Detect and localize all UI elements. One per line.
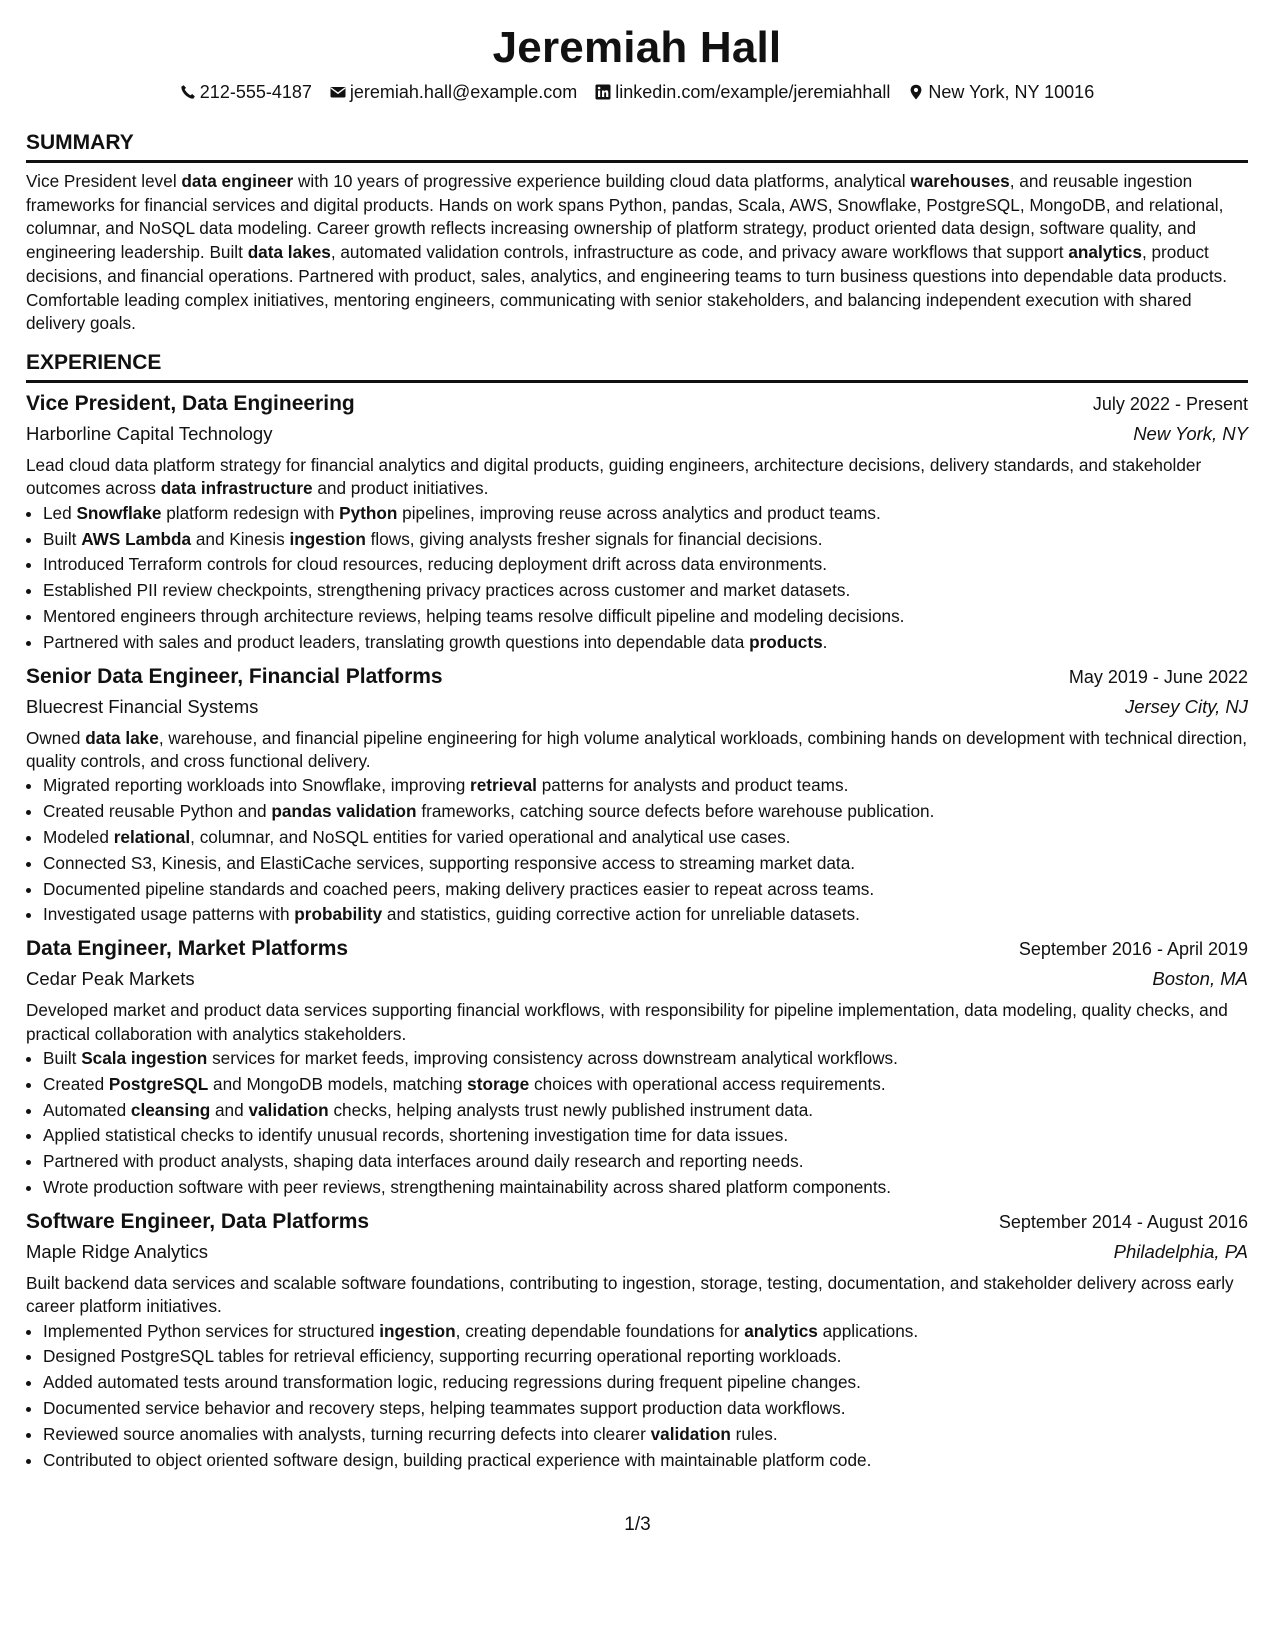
- job-title: Vice President, Data Engineering: [26, 391, 355, 415]
- bold-keyword: cleansing: [130, 1099, 211, 1120]
- job-title: Software Engineer, Data Platforms: [26, 1209, 370, 1233]
- job-company-row: [26, 419, 1248, 449]
- text-run: , warehouse, and financial pipeline engineering for high volume analytical workloads, combining hands on development with technical direction, quality controls, and cross functional delivery.: [26, 727, 1248, 771]
- text-run: frameworks, catching source defects before warehouse publication.: [416, 801, 935, 822]
- bold-keyword: validation: [248, 1099, 329, 1120]
- text-run: with 10 years of progressive experience building cloud data platforms, analytical: [293, 171, 911, 191]
- bold-keyword: data engineer: [181, 171, 294, 191]
- job-header-row: [26, 662, 1248, 692]
- text-run: checks, helping analysts trust newly published instrument data.: [328, 1099, 814, 1120]
- text-run: Designed PostgreSQL tables for retrieval efficiency, supporting recurring operational reporting workloads.: [43, 1346, 842, 1367]
- text-run: Partnered with product analysts, shaping data interfaces around daily research and reporting needs.: [43, 1151, 804, 1172]
- text-run: , automated validation controls, infrastructure as code, and privacy aware workflows that support: [330, 242, 1069, 263]
- text-run: Established PII review checkpoints, strengthening privacy practices across customer and market datasets.: [43, 580, 851, 601]
- job-entry: [26, 934, 1248, 1201]
- bold-keyword: Python: [339, 502, 398, 523]
- list-item: [43, 527, 1248, 553]
- text-run: Investigated usage patterns with: [43, 904, 295, 925]
- contact-phone: [180, 80, 312, 104]
- text-run: Applied statistical checks to identify unusual records, shortening investigation time for data issues.: [43, 1125, 789, 1146]
- job-company-row: [26, 1237, 1248, 1267]
- job-entry: [26, 389, 1248, 656]
- summary-paragraph: [26, 170, 1248, 336]
- text-run: Built backend data services and scalable software foundations, contributing to ingestion, storage, testing, documentation, and stakeholder delivery across early career platform initiatives.: [26, 1272, 1234, 1317]
- experience-list: [26, 389, 1248, 1473]
- text-run: Vice President level: [26, 171, 182, 191]
- text-run: patterns for analysts and product teams.: [536, 775, 849, 796]
- bold-keyword: products: [749, 631, 823, 652]
- text-run: and MongoDB models, matching: [208, 1073, 468, 1094]
- text-run: Built: [43, 528, 82, 549]
- text-run: Automated: [43, 1099, 131, 1120]
- bold-keyword: data infrastructure: [160, 478, 313, 499]
- list-item: [43, 630, 1248, 656]
- text-run: Migrated reporting workloads into Snowflake, improving: [43, 775, 471, 796]
- list-item: [43, 1123, 1248, 1149]
- text-run: , creating dependable foundations for: [455, 1320, 745, 1341]
- job-header-row: [26, 934, 1248, 964]
- bold-keyword: pandas validation: [271, 801, 417, 822]
- list-item: [43, 851, 1248, 877]
- text-run: and product initiatives.: [312, 478, 489, 499]
- text-run: and Kinesis: [191, 528, 290, 549]
- job-company: Harborline Capital Technology: [26, 422, 273, 444]
- list-item: [43, 799, 1248, 825]
- job-dates: July 2022 - Present: [1092, 393, 1248, 414]
- text-run: Partnered with sales and product leaders, translating growth questions into dependable data: [43, 631, 750, 652]
- bold-keyword: ingestion: [379, 1320, 456, 1341]
- text-run: Mentored engineers through architecture reviews, helping teams resolve difficult pipeline and modeling decisions.: [43, 605, 905, 626]
- bold-keyword: retrieval: [470, 775, 537, 796]
- text-run: Connected S3, Kinesis, and ElastiCache services, supporting responsive access to streaming market data.: [43, 852, 856, 873]
- text-run: , and reusable ingestion frameworks for financial services and digital products. Hands on work spans Python, pandas, Scala, AWS, Snowflake, PostgreSQL, MongoDB, and relational, columnar, and NoSQL data modeling. Career growth reflects increasing ownership of platform strategy, product oriented data design, software quality, and engineering leadership. Built: [26, 171, 1224, 263]
- list-item: [43, 578, 1248, 604]
- text-run: , columnar, and NoSQL entities for varied operational and analytical use cases.: [190, 826, 791, 847]
- envelope-icon: [330, 84, 346, 100]
- text-run: Created reusable Python and: [43, 801, 272, 822]
- linkedin-url[interactable]: linkedin.com/example/jeremiahhall: [615, 82, 891, 102]
- job-entry: [26, 662, 1248, 929]
- list-item: [43, 877, 1248, 903]
- text-run: and statistics, guiding corrective action for unreliable datasets.: [382, 904, 860, 925]
- job-description: [26, 454, 1248, 501]
- bold-keyword: analytics: [744, 1320, 818, 1341]
- text-run: services for market feeds, improving consistency across downstream analytical workflows.: [207, 1047, 898, 1068]
- bold-keyword: analytics: [1068, 242, 1142, 263]
- bold-keyword: AWS Lambda: [81, 528, 192, 549]
- list-item: [43, 1396, 1248, 1422]
- experience-heading: EXPERIENCE: [26, 350, 162, 374]
- bold-keyword: data lakes: [247, 242, 331, 263]
- text-run: Documented service behavior and recovery steps, helping teammates support production data workflows.: [43, 1397, 846, 1418]
- text-run: flows, giving analysts fresher signals for financial decisions.: [365, 528, 823, 549]
- list-item: [43, 1072, 1248, 1098]
- bold-keyword: warehouses: [910, 171, 1010, 191]
- text-run: applications.: [817, 1320, 919, 1341]
- list-item: [43, 1422, 1248, 1448]
- list-item: [43, 552, 1248, 578]
- job-header-row: [26, 389, 1248, 419]
- text-run: Introduced Terraform controls for cloud resources, reducing deployment drift across data environments.: [43, 554, 828, 575]
- job-dates: May 2019 - June 2022: [1068, 666, 1248, 687]
- text-run: choices with operational access requirements.: [529, 1073, 886, 1094]
- text-run: Reviewed source anomalies with analysts, turning recurring defects into clearer: [43, 1423, 651, 1444]
- text-run: Owned: [26, 727, 86, 748]
- text-run: pipelines, improving reuse across analytics and product teams.: [397, 502, 881, 523]
- job-dates: September 2014 - August 2016: [998, 1211, 1248, 1232]
- map-pin-icon: [908, 84, 924, 100]
- text-run: and: [210, 1099, 249, 1120]
- text-run: platform redesign with: [161, 502, 340, 523]
- job-company: Maple Ridge Analytics: [26, 1240, 209, 1262]
- job-location: New York, NY: [1133, 422, 1248, 444]
- summary-heading: SUMMARY: [26, 131, 134, 154]
- list-item: [43, 1319, 1248, 1345]
- bold-keyword: data lake: [85, 727, 159, 748]
- job-company-row: [26, 964, 1248, 994]
- list-item: [43, 1370, 1248, 1396]
- text-run: Lead cloud data platform strategy for financial analytics and digital products, guiding engineers, architecture decisions, delivery standards, and stakeholder outcomes across: [26, 454, 1202, 499]
- list-item: [43, 1098, 1248, 1124]
- job-bullets: [26, 1046, 1248, 1201]
- phone-number: 212-555-4187: [199, 82, 312, 102]
- text-run: Documented pipeline standards and coached peers, making delivery practices easier to repeat across teams.: [43, 878, 875, 899]
- list-item: [43, 1344, 1248, 1370]
- job-title: Senior Data Engineer, Financial Platforms: [26, 664, 443, 688]
- job-company: Bluecrest Financial Systems: [26, 695, 259, 717]
- text-run: .: [822, 631, 828, 652]
- job-description: [26, 999, 1248, 1046]
- bold-keyword: validation: [650, 1423, 731, 1444]
- section-divider: [26, 160, 1248, 163]
- list-item: [43, 825, 1248, 851]
- job-header-row: [26, 1207, 1248, 1237]
- job-dates: September 2016 - April 2019: [1018, 939, 1248, 960]
- list-item: [43, 604, 1248, 630]
- text-run: Wrote production software with peer reviews, strengthening maintainability across shared platform components.: [43, 1176, 892, 1197]
- text-run: Built: [43, 1047, 82, 1068]
- location-text: New York, NY 10016: [928, 82, 1095, 102]
- bold-keyword: probability: [294, 904, 383, 925]
- page-number: 1/3: [624, 1514, 651, 1535]
- list-item: [43, 501, 1248, 527]
- contact-location: [908, 80, 1094, 104]
- job-description: [26, 727, 1248, 774]
- text-run: rules.: [730, 1423, 778, 1444]
- job-entry: [26, 1207, 1248, 1474]
- job-company-row: [26, 692, 1248, 722]
- job-bullets: [26, 773, 1248, 928]
- job-description: [26, 1272, 1248, 1319]
- text-run: Modeled: [43, 826, 114, 847]
- candidate-name: Jeremiah Hall: [492, 23, 782, 72]
- email-address[interactable]: jeremiah.hall@example.com: [349, 82, 578, 102]
- resume-page: [26, 0, 1248, 1473]
- text-run: Led: [43, 502, 77, 523]
- phone-icon: [180, 84, 196, 100]
- job-location: Jersey City, NJ: [1124, 695, 1248, 717]
- text-run: , product decisions, and financial operations. Partnered with product, sales, analytics, and engineering teams to turn business questions into dependable data products. Comfortable leading complex initiatives, mentoring engineers, communicating with senior stakeholders, and balancing independent execution with shared delivery goals.: [26, 242, 1228, 334]
- job-title: Data Engineer, Market Platforms: [26, 937, 349, 961]
- job-company: Cedar Peak Markets: [26, 968, 195, 990]
- bold-keyword: Snowflake: [76, 502, 162, 523]
- bold-keyword: relational: [113, 826, 191, 847]
- text-run: Added automated tests around transformation logic, reducing regressions during frequent pipeline changes.: [43, 1372, 861, 1393]
- list-item: [43, 1046, 1248, 1072]
- job-bullets: [26, 501, 1248, 656]
- contact-bar: [26, 80, 1248, 104]
- job-location: Boston, MA: [1152, 968, 1248, 990]
- list-item: [43, 773, 1248, 799]
- text-run: Implemented Python services for structured: [43, 1320, 380, 1341]
- text-run: Contributed to object oriented software design, building practical experience with maintainable platform code.: [43, 1449, 872, 1470]
- bold-keyword: PostgreSQL: [108, 1073, 209, 1094]
- list-item: [43, 1149, 1248, 1175]
- list-item: [43, 902, 1248, 928]
- contact-email[interactable]: [330, 80, 577, 104]
- job-bullets: [26, 1319, 1248, 1474]
- contact-linkedin[interactable]: [595, 80, 890, 104]
- text-run: Created: [43, 1073, 109, 1094]
- text-run: Developed market and product data services supporting financial workflows, with responsibility for pipeline implementation, data modeling, quality checks, and practical collaboration with analytics stakeholders.: [26, 1000, 1228, 1044]
- linkedin-icon: [595, 84, 611, 100]
- list-item: [43, 1175, 1248, 1201]
- bold-keyword: storage: [467, 1073, 530, 1094]
- list-item: [43, 1448, 1248, 1474]
- job-location: Philadelphia, PA: [1113, 1240, 1248, 1262]
- bold-keyword: Scala ingestion: [81, 1047, 208, 1068]
- section-divider: [26, 380, 1248, 383]
- bold-keyword: ingestion: [289, 528, 366, 549]
